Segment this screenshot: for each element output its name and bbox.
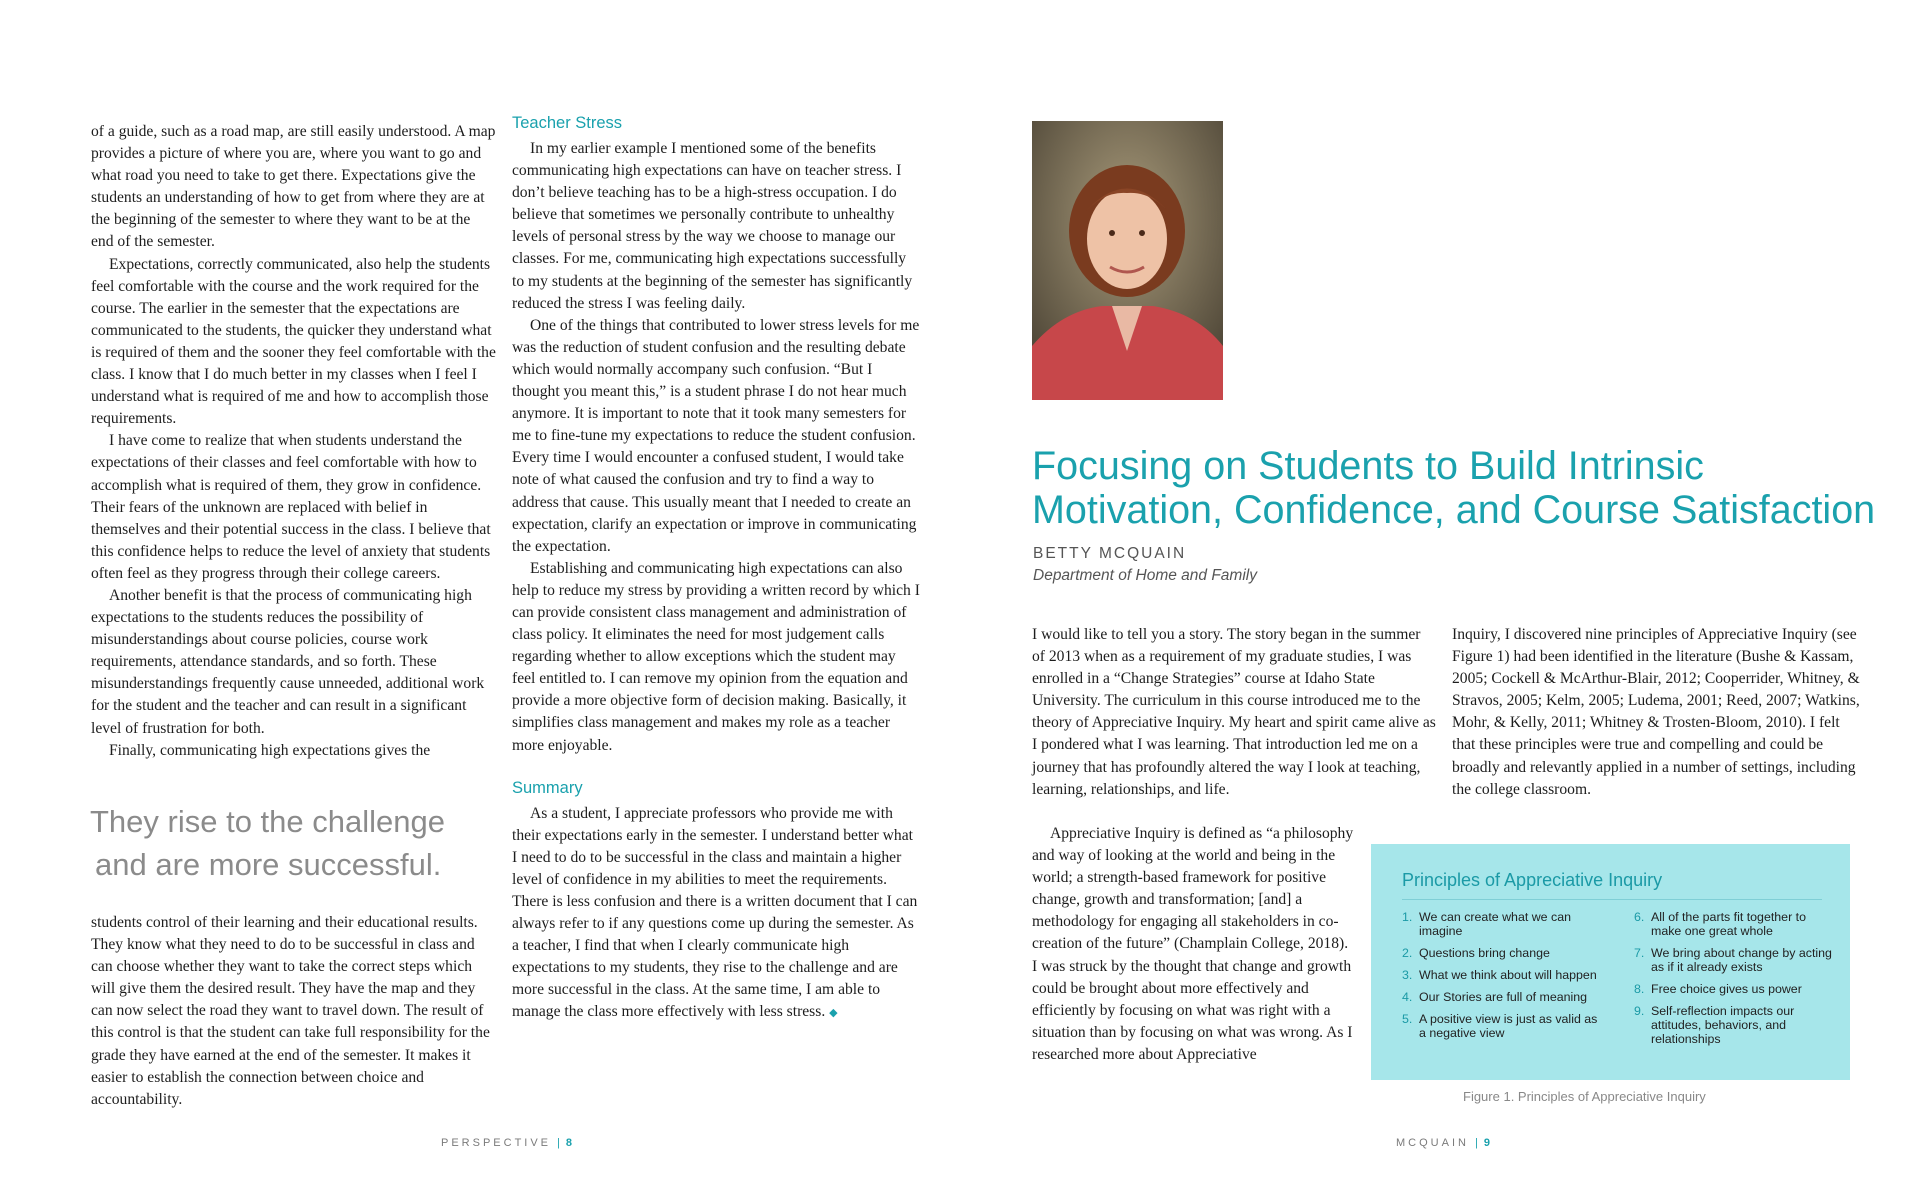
footer-journal-name: PERSPECTIVE (441, 1137, 552, 1149)
heading-summary: Summary (512, 778, 583, 797)
footer-right (1396, 1137, 1493, 1149)
author-portrait-image (1032, 121, 1223, 400)
paragraph: I have come to realize that when students understand the expectations of their classes and feel comfortable with how to accomplish what is required of them, they grow in confidence. Their fears of the unknown are replaced with belief in themselves and their potential success in the class. I believe that this confidence helps to reduce the level of anxiety that students often feel as they progress through their college careers. (91, 432, 491, 582)
left-column-1-bottom (91, 912, 496, 1111)
paragraph: One of the things that contributed to lower stress levels for me was the reduction of student confusion and the resulting debate which would normally accompany such confusion. “But I thought you meant this,” is a student phrase I do not hear much anymore. It is important to note that it took many semesters for me to fine-tune my expectations to reduce the student confusion. Every time I would encounter a confused student, I would take note of what caused the confusion and try to find a way to address that cause. This usually meant that I needed to create an expectation, clarify an expectation or improve in communicating the expectation. (512, 316, 920, 555)
paragraph: Appreciative Inquiry is defined as “a philosophy and way of looking at the world and being in the world; a strength-based framework for positive change, growth and transformation; [and] a methodology for engaging all stakeholders in co-creation of the future” (Champlain College, 2018). I was struck by the thought that change and growth could be brought about more effectively and efficiently by focusing on what was right with a situation than by focusing on what was wrong. As I researched more about Appreciative (1032, 825, 1354, 1063)
principle-number: 6. (1634, 910, 1645, 924)
principle-text: Questions bring change (1419, 946, 1550, 960)
paragraph: Inquiry, I discovered nine principles of Appreciative Inquiry (see Figure 1) had been identified in the literature (Bushe & Kassam, 2005; Cockell & McArthur-Blair, 2012; Cooperrider, Whitney, & Stravos, 2005; Kelm, 2005; Ludema, 2001; Reed, 2007; Watkins, Mohr, & Kelly, 2011; Whitney & Trosten-Bloom, 2010). I felt that these principles were true and compelling and could be broadly and relevantly applied in a number of settings, including the college classroom. (1452, 626, 1860, 798)
principle-item (1634, 946, 1839, 974)
paragraph (512, 803, 920, 1025)
author-department: Department of Home and Family (1033, 567, 1257, 584)
principle-text: A positive view is just as valid as a negative view (1419, 1012, 1598, 1040)
principle-number: 8. (1634, 982, 1645, 996)
principles-list-left (1402, 910, 1607, 1048)
paragraph: Expectations, correctly communicated, also help the students feel comfortable with the course and the work required for the course. The earlier in the semester that the expectations are communicated to the students, the quicker they understand what is required of them and the sooner they feel comfortable with the class. I know that I do much better in my classes when I feel I understand what is required of me and how to accomplish those requirements. (91, 255, 496, 428)
summary-body (512, 803, 920, 1025)
principle-number: 5. (1402, 1012, 1413, 1026)
principle-item (1402, 1012, 1607, 1040)
paragraph: I would like to tell you a story. The story began in the summer of 2013 when as a requirement of my graduate studies, I was enrolled in a “Change Strategies” course at Idaho State University. The curriculum in this course introduced me to the theory of Appreciative Inquiry. My heart and spirit came alive as I pondered what I was learning. That introduction led me on a journey that has profoundly altered the way I look at teaching, learning, relationships, and life. (1032, 626, 1436, 798)
paragraph: of a guide, such as a road map, are still easily understood. A map provides a picture of where you are, where you want to go and what road you need to take to get there. Expectations give the students an understanding of how to get from where they are at the beginning of the semester to where they want to be at the end of the semester. (91, 123, 496, 251)
principle-item (1402, 968, 1607, 982)
footer-separator: | (1474, 1137, 1478, 1149)
principle-text: Our Stories are full of meaning (1419, 990, 1588, 1004)
principle-item (1402, 990, 1607, 1004)
principle-number: 9. (1634, 1004, 1645, 1018)
principle-number: 4. (1402, 990, 1413, 1004)
pull-quote-line-1: They rise to the challenge (90, 804, 445, 839)
principle-text: We can create what we can imagine (1419, 910, 1571, 938)
figure-principles-box (1371, 844, 1850, 1080)
principle-number: 7. (1634, 946, 1645, 960)
figure-caption: Figure 1. Principles of Appreciative Inquiry (1463, 1089, 1706, 1104)
teacher-stress-body (512, 138, 920, 757)
end-mark-icon: ◆ (829, 1007, 838, 1020)
footer-page-number: 8 (565, 1137, 576, 1149)
principle-number: 3. (1402, 968, 1413, 982)
principle-text: Self-reflection impacts our attitudes, behaviors, and relationships (1651, 1004, 1795, 1046)
footer-page-number: 9 (1483, 1137, 1493, 1149)
paragraph: Finally, communicating high expectations gives the (109, 741, 431, 759)
paragraph: Another benefit is that the process of communicating high expectations to the students reduces the possibility of misunderstandings about course policies, course work requirements, attendance standards, and so forth. These misunderstandings frequently cause unneeded, additional work for the student and the teacher and can result in a significant level of frustration for both. (91, 586, 485, 737)
principle-text: We bring about change by acting as if it already exists (1651, 946, 1832, 974)
pull-quote (90, 800, 490, 886)
paragraph: In my earlier example I mentioned some of the benefits communicating high expectations can have on teacher stress. I don’t believe teaching has to be a high-stress occupation. I do believe that sometimes we personally contribute to unhealthy levels of personal stress by the way we choose to manage our classes. For me, communicating high expectations successfully to my students at the beginning of the semester has significantly reduced the stress I was feeling daily. (512, 140, 913, 312)
footer-author-name: MCQUAIN (1396, 1137, 1469, 1149)
article-title: Focusing on Students to Build Intrinsic Motivation, Confidence, and Course Satisfaction (1032, 444, 1876, 532)
right-column-2 (1452, 624, 1862, 801)
principle-item (1402, 910, 1607, 938)
figure-title-rule (1402, 899, 1822, 900)
left-column-2 (512, 112, 920, 1025)
principle-text: What we think about will happen (1419, 968, 1597, 982)
principle-item (1634, 910, 1839, 938)
right-column-1-bottom (1032, 823, 1354, 1066)
footer-left (441, 1137, 575, 1149)
footer-separator: | (557, 1137, 560, 1149)
principle-text: Free choice gives us power (1651, 982, 1802, 996)
principles-list-right (1634, 910, 1839, 1054)
principle-item (1634, 982, 1839, 996)
principle-item (1402, 946, 1607, 960)
principle-text: All of the parts fit together to make one great whole (1651, 910, 1806, 938)
principle-number: 1. (1402, 910, 1413, 924)
figure-title: Principles of Appreciative Inquiry (1402, 870, 1663, 890)
author-photo (1032, 121, 1223, 400)
paragraph: students control of their learning and their educational results. They know what they need to do to be successful in class and can choose whether they want to take the correct steps which will give them the desired result. They have the map and they can now select the road they want to travel down. The result of this control is that the student can take full responsibility for the grade they have earned at the end of the semester. It makes it easier to establish the connection between choice and accountability. (91, 914, 490, 1108)
heading-teacher-stress: Teacher Stress (512, 114, 623, 132)
author-name: BETTY MCQUAIN (1033, 545, 1187, 562)
left-column-1-top (91, 121, 496, 762)
paragraph: Establishing and communicating high expectations can also help to reduce my stress by providing a written record by which I can provide consistent class management and administration of class policy. It eliminates the need for most judgement calls regarding whether to allow exceptions which the student may feel entitled to. I can remove my opinion from the equation and provide a more objective form of decision making. Basically, it simplifies class management and makes my role as a teacher more enjoyable. (512, 559, 920, 754)
principle-item (1634, 1004, 1839, 1046)
principle-number: 2. (1402, 946, 1413, 960)
right-column-1-top (1032, 624, 1437, 801)
pull-quote-line-2: and are more successful. (95, 847, 442, 882)
paragraph-text: As a student, I appreciate professors who provide me with their expectations early in the semester. I understand better what I need to do to be successful in the class and maintain a higher level of confidence in my abilities to meet the requirements. There is less confusion and there is a written document that I can always refer to if any questions come up during the semester. As a teacher, I find that when I clearly communicate high expectations to my students, they rise to the challenge and are more successful in the class. At the same time, I am able to manage the class more effectively with less stress. (512, 804, 918, 1021)
